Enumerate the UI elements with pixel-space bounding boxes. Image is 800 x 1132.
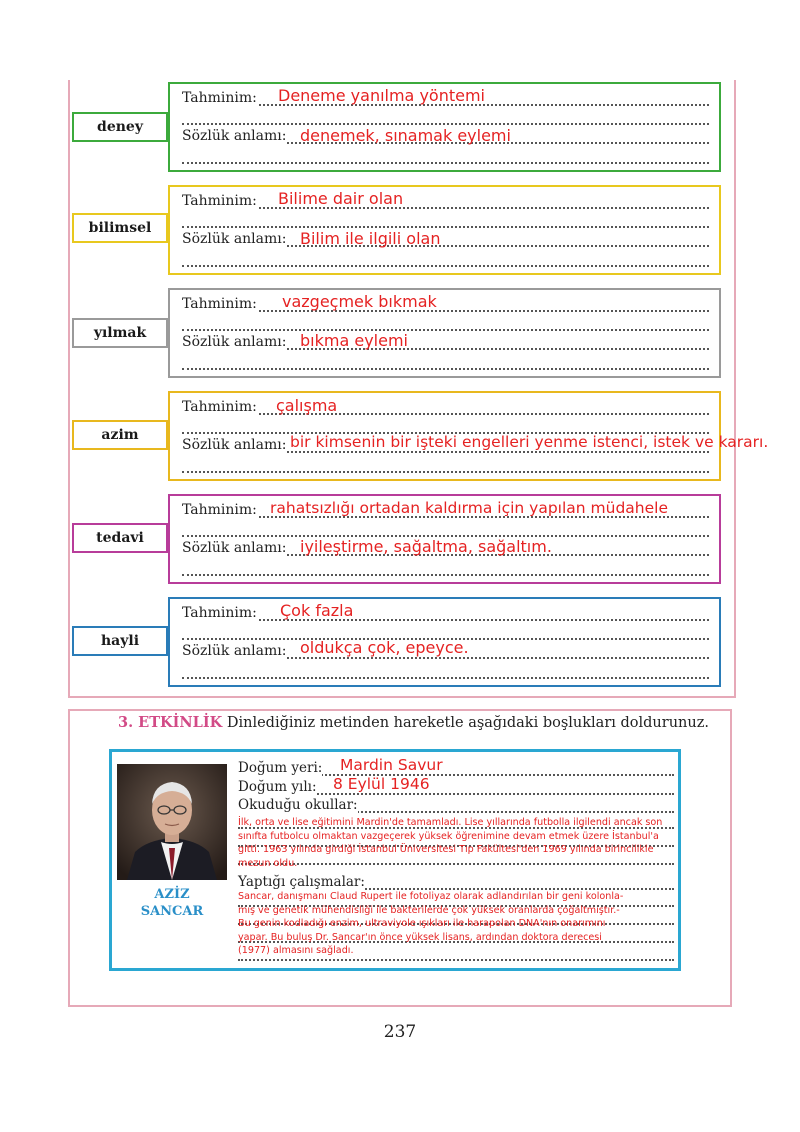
- birthyear-label: Doğum yılı:: [238, 779, 317, 795]
- word-label: tedavi: [96, 530, 144, 546]
- birthplace-label: Doğum yeri:: [238, 760, 323, 776]
- works-label: Yaptığı çalışmalar:: [238, 874, 365, 890]
- activity-instruction: Dinlediğiniz metinden hareketle aşağıdaki boşlukları doldurunuz.: [226, 715, 709, 731]
- meaning-label: Sözlük anlamı:: [182, 540, 287, 556]
- guess-answer: rahatsızlığı ortadan kaldırma için yapılan müdahele: [270, 499, 668, 517]
- page-number: 237: [383, 1022, 417, 1042]
- word-box-tedavi: [72, 523, 168, 553]
- meaning-answer: iyileştirme, sağaltma, sağaltım.: [300, 537, 552, 556]
- works-answer-line: Bu genin kodladığı enzim, ultraviyole ışıkları ile harapolan DNA'nın onarımını: [238, 918, 606, 929]
- word-box-hayli: [72, 626, 168, 656]
- works-answer: [238, 890, 674, 958]
- meaning-label: Sözlük anlamı:: [182, 231, 287, 247]
- birthyear-answer: 8 Eylül 1946: [333, 775, 430, 793]
- birthyear-line: [238, 779, 674, 797]
- word-label: yılmak: [93, 325, 147, 341]
- word-box-deney: [72, 112, 168, 142]
- guess-answer: Deneme yanılma yöntemi: [278, 86, 485, 105]
- person-last-name: SANCAR: [140, 904, 204, 919]
- guess-label: Tahminim:: [182, 296, 257, 312]
- activity-heading: [118, 714, 709, 731]
- guess-answer: Bilime dair olan: [278, 189, 404, 208]
- schools-answer-line: mezun oldu.: [238, 857, 298, 869]
- works-answer-line: mış ve genetik mühendisliği ile bakterilerde çok yüksek oranlarda çoğaltmıştır.-: [238, 904, 620, 916]
- birthplace-answer: Mardin Savur: [340, 756, 443, 774]
- word-box-bilimsel: [72, 213, 168, 243]
- meaning-label: Sözlük anlamı:: [182, 128, 287, 144]
- word-label: deney: [97, 119, 143, 135]
- activity-number: 3. ETKİNLİK: [118, 714, 223, 731]
- person-first-name: AZİZ: [154, 887, 190, 902]
- word-label: bilimsel: [88, 220, 152, 236]
- meaning-label: Sözlük anlamı:: [182, 437, 287, 453]
- guess-label: Tahminim:: [182, 605, 257, 621]
- guess-label: Tahminim:: [182, 399, 257, 415]
- guess-label: Tahminim:: [182, 90, 257, 106]
- meaning-answer: bıkma eylemi: [300, 331, 408, 350]
- entry-box-bilimsel: [168, 185, 721, 275]
- schools-answer-line: sınıfta futbolcu olmaktan vazgeçerek yüksek öğrenimine devam etmek üzere İstanbul'a: [238, 830, 659, 842]
- schools-answer-line: gitti. 1963 yılında girdiği İstanbul Üniversitesi Tıp Fakültesi'den 1969 yılında birincilikle: [238, 844, 654, 855]
- works-answer-line: Sancar, danışmanı Claud Rupert ile fotoliyaz olarak adlandırılan bir geni kolonla-: [238, 891, 624, 902]
- word-box-azim: [72, 420, 168, 450]
- guess-label: Tahminim:: [182, 502, 257, 518]
- guess-answer: Çok fazla: [280, 601, 354, 620]
- meaning-label: Sözlük anlamı:: [182, 643, 287, 659]
- guess-answer: vazgeçmek bıkmak: [282, 292, 437, 311]
- meaning-label: Sözlük anlamı:: [182, 334, 287, 350]
- guess-answer: çalışma: [276, 396, 338, 415]
- guess-label: Tahminim:: [182, 193, 257, 209]
- schools-answer-line: İlk, orta ve lise eğitimini Mardin'de tamamladı. Lise yıllarında futbolla ilgilendi ancak son: [238, 817, 663, 828]
- portrait-photo: [117, 764, 227, 880]
- person-name: [117, 886, 227, 920]
- word-label: hayli: [100, 633, 140, 649]
- works-answer-line: yapar. Bu buluş Dr. Sancar'ın önce yüksek lisans, ardından doktora derecesi: [238, 931, 602, 943]
- meaning-answer: bir kimsenin bir işteki engelleri yenme istenci, istek ve kararı.: [290, 433, 769, 451]
- meaning-answer: oldukça çok, epeyce.: [300, 638, 469, 657]
- schools-label: Okuduğu okullar:: [238, 797, 358, 813]
- works-answer-line: (1977) almasını sağladı.: [238, 945, 354, 956]
- word-label: azim: [101, 427, 139, 443]
- entry-box-yilmak: [168, 288, 721, 378]
- meaning-answer: Bilim ile ilgili olan: [300, 229, 441, 248]
- birthplace-line: [238, 760, 674, 778]
- meaning-answer: denemek, sınamak eylemi: [300, 126, 511, 145]
- schools-answer: [238, 816, 674, 870]
- word-box-yilmak: [72, 318, 168, 348]
